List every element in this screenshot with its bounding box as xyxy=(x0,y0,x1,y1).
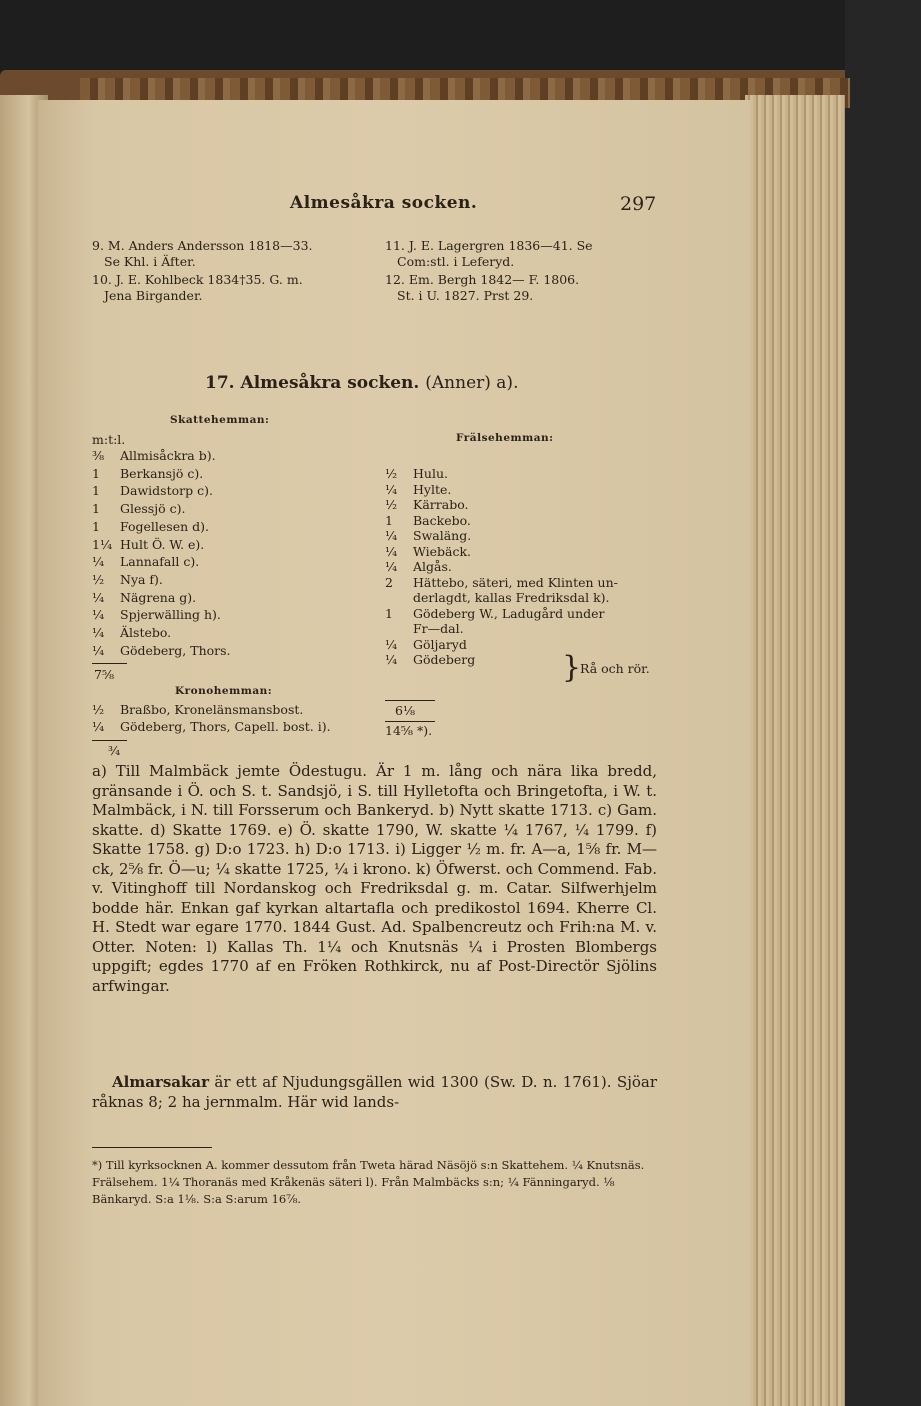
section-paren: (Anner) a). xyxy=(425,373,519,393)
kronohemman-heading: Kronohemman: xyxy=(175,685,273,697)
skattehemman-row xyxy=(92,625,171,641)
fralsehemman-row xyxy=(385,482,451,498)
section-number: 17. xyxy=(205,373,235,393)
top-note-left-line: Se Khl. i Äfter. xyxy=(104,254,196,269)
fralsehemman-heading: Frälsehemman: xyxy=(456,432,554,444)
fralsehemman-row xyxy=(385,513,471,529)
top-note-left-line: 10. J. E. Kohlbeck 1834†35. G. m. xyxy=(92,272,303,287)
place-name: Göljaryd xyxy=(413,636,467,652)
place-name: Gödeberg, Thors. xyxy=(120,642,231,658)
skattehemman-row xyxy=(92,537,204,553)
footnote: *) Till kyrksocknen A. kommer dessutom från Tweta härad Näsöjö s:n Skattehem. ¼ Knutsnäs. Frälsehem. 1¼ Thoranäs med Kråkenäs säteri l). Från Malmbäcks s:n; ¼ Fänningaryd. ⅛ Bänkaryd. S:a 1⅛. S:a S:arum 16⅞. xyxy=(92,1158,645,1206)
total-rule xyxy=(385,721,435,722)
skattehemman-row xyxy=(92,501,185,517)
skattehemman-row xyxy=(92,590,196,606)
quantity: ¼ xyxy=(385,481,398,497)
quantity: ¼ xyxy=(92,642,105,658)
place-name: Dawidstorp c). xyxy=(120,483,213,499)
quantity: ¼ xyxy=(385,559,398,574)
left-subtotal: 7⅝ xyxy=(94,667,115,682)
fralsehemman-row xyxy=(385,528,471,544)
kronohemman-row xyxy=(92,719,331,735)
place-name: Hylte. xyxy=(413,481,452,497)
skattehemman-row xyxy=(92,572,163,588)
quantity: ½ xyxy=(385,497,398,512)
place-name: Wiebäck. xyxy=(413,543,472,559)
skattehemman-row xyxy=(92,519,209,535)
place-name: Hättebo, säteri, med Klinten un- xyxy=(413,574,618,590)
subtotal-rule xyxy=(385,700,435,701)
quantity: ½ xyxy=(385,466,398,481)
quantity: ¼ xyxy=(92,589,105,605)
section-heading xyxy=(205,373,518,393)
top-note-right-line: St. i U. 1827. Prst 29. xyxy=(397,288,534,303)
place-name: Algås. xyxy=(413,559,452,574)
place-name: Fogellesen d). xyxy=(120,518,209,534)
skattehemman-heading: Skattehemman: xyxy=(170,414,270,426)
top-note-right-line: 12. Em. Bergh 1842— F. 1806. xyxy=(385,272,580,287)
quantity: ½ xyxy=(92,702,105,717)
place-name: Gödeberg xyxy=(413,652,476,667)
place-name: Braßbo, Kronelänsmansbost. xyxy=(120,702,304,717)
subtotal-rule xyxy=(92,663,127,664)
top-note-right-line: Com:stl. i Leferyd. xyxy=(397,254,515,269)
left-total: ¾ xyxy=(108,743,121,758)
paragraph-lead: Almarsakar xyxy=(112,1073,210,1091)
place-name: Backebo. xyxy=(413,512,471,528)
place-name: derlagdt, kallas Fredriksdal k). xyxy=(413,590,610,605)
quantity: 1¼ xyxy=(92,536,113,552)
fralsehemman-row xyxy=(385,544,471,560)
backdrop xyxy=(845,0,921,1406)
skattehemman-row xyxy=(92,448,216,464)
total-rule xyxy=(92,740,127,741)
quantity: 1 xyxy=(385,605,393,621)
fralsehemman-row xyxy=(385,652,475,668)
unit-label: m:t:l. xyxy=(92,432,126,447)
place-name: Hult Ö. W. e). xyxy=(120,536,205,552)
quantity: 1 xyxy=(92,465,100,481)
paragraph-text: är ett af Njudungsgällen wid 1300 (Sw. D. n. 1761). Sjöar råknas 8; 2 ha jernmalm. Här wid lands- xyxy=(92,1073,657,1111)
quantity: ½ xyxy=(92,571,105,587)
fralsehemman-row xyxy=(385,575,618,591)
quantity: 1 xyxy=(92,483,100,499)
place-name: Swaläng. xyxy=(413,528,472,543)
page-edges xyxy=(745,95,845,1406)
quantity: ⅜ xyxy=(92,448,105,463)
running-title: Almesåkra socken. xyxy=(290,193,478,213)
place-name: Allmisåckra b). xyxy=(120,448,216,463)
top-note-left-line: Jena Birgander. xyxy=(104,288,203,303)
quantity: ¼ xyxy=(385,652,398,667)
bracket-note: Rå och rör. xyxy=(580,661,650,676)
quantity: ¼ xyxy=(385,528,398,543)
skattehemman-row xyxy=(92,643,231,659)
place-name: Hulu. xyxy=(413,466,448,481)
place-name: Lannafall c). xyxy=(120,554,200,570)
section-title: Almesåkra socken. xyxy=(240,373,420,393)
skattehemman-row xyxy=(92,483,213,499)
skattehemman-row xyxy=(92,607,221,623)
quantity: 1 xyxy=(92,501,100,517)
notes-paragraph xyxy=(92,762,657,998)
fralsehemman-row xyxy=(385,606,605,622)
quantity: 1 xyxy=(92,518,100,534)
place-name: Kärrabo. xyxy=(413,497,469,512)
quantity: ¼ xyxy=(385,543,398,559)
skattehemman-row xyxy=(92,554,199,570)
place-name: Nägrena g). xyxy=(120,589,197,605)
footnote-rule xyxy=(92,1147,212,1148)
place-name: Gödeberg W., Ladugård under xyxy=(413,605,605,621)
place-name: Fr—dal. xyxy=(413,621,464,636)
quantity: ¼ xyxy=(385,636,398,652)
place-name: Glessjö c). xyxy=(120,501,186,517)
quantity: ¼ xyxy=(92,554,105,570)
place-name: Berkansjö c). xyxy=(120,465,204,481)
right-total: 14⅝ *). xyxy=(385,723,433,738)
fralsehemman-row xyxy=(385,497,468,513)
fralsehemman-row xyxy=(385,466,448,482)
place-name: Älstebo. xyxy=(120,625,172,640)
page-number: 297 xyxy=(620,193,657,215)
fralsehemman-row xyxy=(385,559,452,575)
quantity: ¼ xyxy=(92,625,105,640)
quantity: 2 xyxy=(385,574,393,590)
notes-text: a) Till Malmbäck jemte Ödestugu. Är 1 m. lång och nära lika bredd, gränsande i Ö. och S. t. Sandsjö, i S. till Hylletofta och Bringetofta, i W. t. Malmbäck, i N. till Forsserum och Bankeryd. b) Nytt skatte 1713. c) Gam. skatte. d) Skatte 1769. e) Ö. skatte 1790, W. skatte ¼ 1767, ¼ 1799. f) Skatte 1758. g) D:o 1723. h) D:o 1713. i) Ligger ½ m. fr. A—a, 1⅝ fr. M—ck, 2⅝ fr. Ö—u; ¼ skatte 1725, ¼ i krono. k) Öfwerst. och Commend. Fab. v. Vitinghoff till Nordanskog och Fredriksdal g. m. Catar. Silfwerhjelm bodde här. Enkan gaf kyrkan altartafla och predikostol 1694. Kherre Cl. H. Stedt war egare 1770. 1844 Gust. Ad. Spalbencreutz och Frih:na M. v. Otter. Noten: l) Kallas Th. 1¼ och Knutsnäs ¼ i Prosten Blombergs uppgift; egdes 1770 af en Fröken Rothkirck, nu af Post-Directör Sjölins arfwingar. xyxy=(92,762,657,995)
fralsehemman-row xyxy=(385,637,467,653)
kronohemman-row xyxy=(92,702,303,718)
bracket: } xyxy=(562,650,582,685)
fralsehemman-row xyxy=(385,621,464,637)
place-name: Nya f). xyxy=(120,571,163,587)
paragraph xyxy=(92,1073,657,1112)
top-note-left-line: 9. M. Anders Andersson 1818—33. xyxy=(92,238,313,253)
place-name: Gödeberg, Thors, Capell. bost. i). xyxy=(120,719,331,734)
fralsehemman-row xyxy=(385,590,610,606)
top-note-right-line: 11. J. E. Lagergren 1836—41. Se xyxy=(385,238,593,253)
right-subtotal: 6⅛ xyxy=(395,703,416,718)
place-name: Spjerwälling h). xyxy=(120,607,221,623)
quantity: 1 xyxy=(385,512,393,528)
skattehemman-row xyxy=(92,466,203,482)
quantity: ¼ xyxy=(92,607,105,623)
quantity: ¼ xyxy=(92,719,105,734)
